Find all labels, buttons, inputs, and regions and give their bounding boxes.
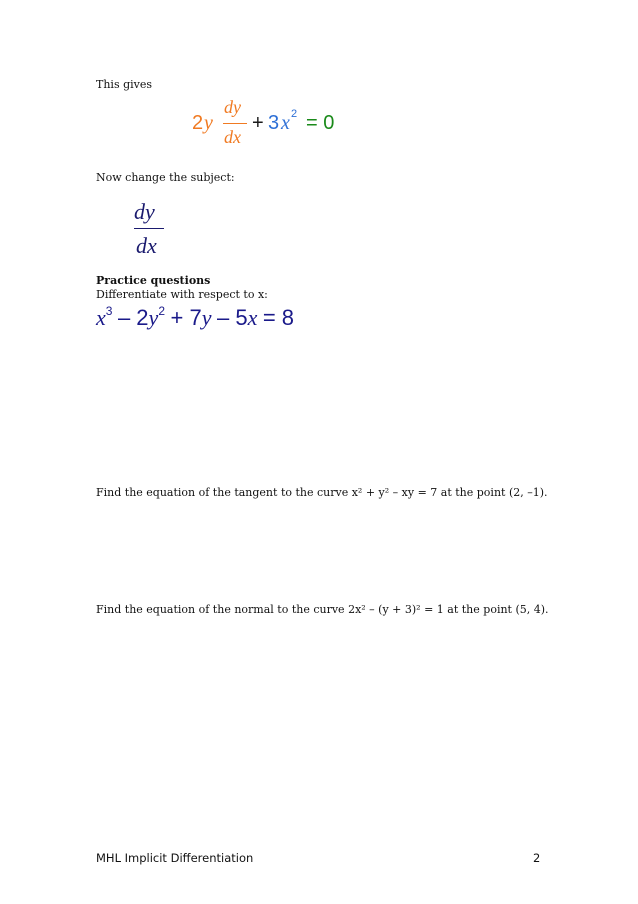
eq1-variable-y: y bbox=[204, 112, 213, 134]
text-change-subject: Now change the subject: bbox=[96, 171, 235, 184]
eq3-minus-2: – 2 bbox=[117, 305, 149, 330]
eq2-numerator: dy bbox=[134, 199, 155, 224]
eq3-y-linear: y bbox=[201, 305, 212, 330]
eq1-variable-x: x bbox=[281, 112, 290, 134]
eq3-minus-5: – 5 bbox=[216, 305, 248, 330]
eq3-x: x bbox=[96, 305, 106, 330]
eq1-equals-zero: = 0 bbox=[306, 112, 335, 134]
eq3-y-exponent: 2 bbox=[158, 303, 165, 318]
eq1-fraction-bar bbox=[223, 123, 247, 124]
practice-heading: Practice questions bbox=[96, 274, 211, 287]
footer-title: MHL Implicit Differentiation bbox=[96, 851, 254, 865]
eq1-coefficient-3: 3 bbox=[268, 112, 280, 134]
question-normal: Find the equation of the normal to the curve 2x² – (y + 3)² = 1 at the point (5, 4). bbox=[96, 603, 549, 616]
eq1-fraction-numerator: dy bbox=[224, 97, 241, 117]
eq3-plus-7: + 7 bbox=[170, 305, 202, 330]
equation-practice bbox=[96, 305, 294, 331]
text-differentiate: Differentiate with respect to x: bbox=[96, 288, 268, 301]
eq1-exponent: 2 bbox=[291, 108, 298, 120]
eq3-x-exponent: 3 bbox=[105, 303, 113, 318]
eq1-fraction-denominator: dx bbox=[224, 127, 241, 147]
text-this-gives: This gives bbox=[96, 78, 153, 91]
eq1-plus-sign: + bbox=[252, 112, 264, 134]
eq3-y: y bbox=[148, 305, 159, 330]
eq1-coefficient: 2 bbox=[192, 112, 204, 134]
page-number: 2 bbox=[533, 851, 541, 865]
eq3-x-linear: x bbox=[247, 305, 258, 330]
eq2-fraction-bar bbox=[134, 228, 164, 229]
eq2-denominator: dx bbox=[136, 233, 157, 258]
question-tangent: Find the equation of the tangent to the curve x² + y² – xy = 7 at the point (2, –1). bbox=[96, 486, 548, 499]
eq3-equals-8: = 8 bbox=[262, 305, 295, 330]
